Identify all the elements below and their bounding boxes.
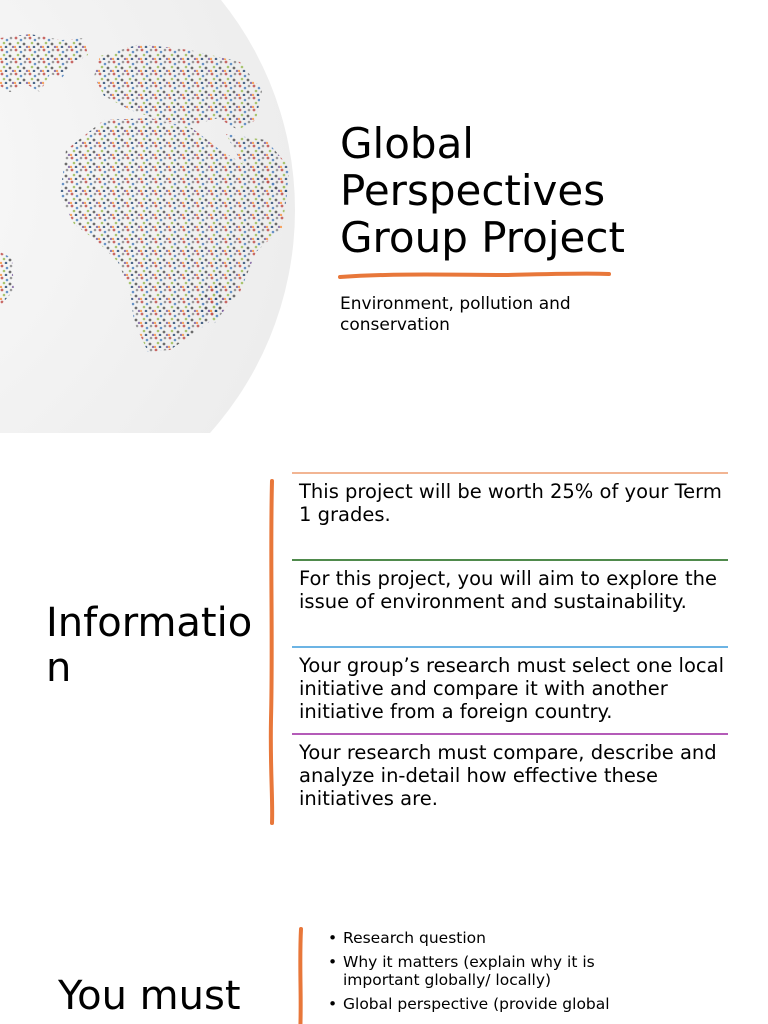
list-item-text: Global perspective (provide global bbox=[343, 995, 610, 1013]
accent-bar bbox=[264, 479, 278, 827]
item-divider bbox=[292, 472, 728, 474]
bullet-icon: • bbox=[328, 953, 338, 971]
information-slide bbox=[0, 433, 768, 873]
requirements-list bbox=[326, 929, 666, 1019]
info-text: For this project, you will aim to explore the issue of environment and sustainability. bbox=[299, 567, 717, 613]
title-line: Global bbox=[340, 119, 474, 168]
info-text: Your research must compare, describe and analyze in-detail how effective these initiatives are. bbox=[299, 741, 717, 810]
title-underline bbox=[338, 270, 612, 282]
slide-subtitle: Environment, pollution and conservation bbox=[340, 294, 571, 335]
info-text: This project will be worth 25% of your Term 1 grades. bbox=[299, 480, 722, 526]
slide-heading: Information bbox=[46, 600, 253, 691]
info-item bbox=[292, 646, 728, 723]
title-line: Perspectives bbox=[340, 166, 606, 215]
list-item bbox=[326, 995, 666, 1013]
list-item bbox=[326, 929, 666, 947]
slide-heading: You must bbox=[58, 973, 241, 1019]
slide-title bbox=[340, 120, 740, 261]
item-divider bbox=[292, 646, 728, 648]
accent-bar bbox=[294, 927, 306, 1024]
bullet-icon: • bbox=[328, 995, 338, 1013]
title-slide bbox=[0, 0, 768, 433]
bullet-icon: • bbox=[328, 929, 338, 947]
info-item bbox=[292, 472, 728, 526]
list-item-text: Why it matters (explain why it is important globally/ locally) bbox=[343, 953, 595, 989]
list-item-text: Research question bbox=[343, 929, 486, 947]
list-item bbox=[326, 953, 666, 989]
info-text: Your group’s research must select one local initiative and compare it with another initiative from a foreign country. bbox=[299, 654, 724, 723]
item-divider bbox=[292, 733, 728, 735]
info-item bbox=[292, 733, 728, 810]
title-line: Group Project bbox=[340, 213, 625, 262]
world-map-people-image bbox=[0, 0, 310, 433]
info-item bbox=[292, 559, 728, 613]
you-must-slide bbox=[0, 873, 768, 1024]
item-divider bbox=[292, 559, 728, 561]
